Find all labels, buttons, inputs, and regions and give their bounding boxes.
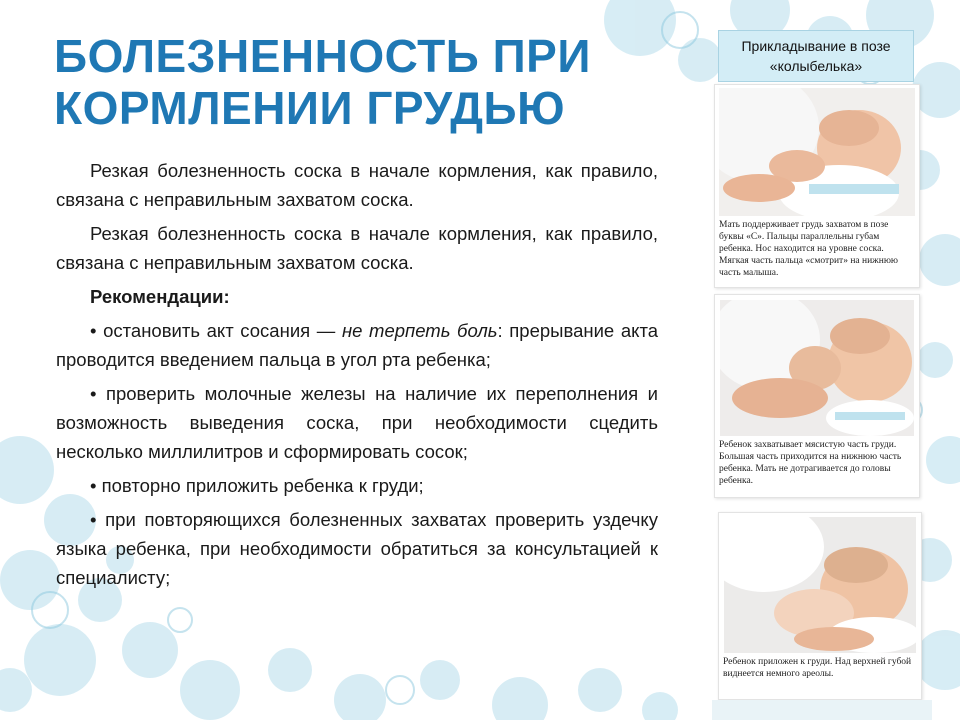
baby-feeding-photo-3 [724, 517, 916, 653]
photo-2-caption: Ребенок захватывает мясистую часть груди. Большая часть приходится на нижнюю часть ребенка. Мать не дотрагивается до головы ребенка. [719, 440, 902, 486]
caption-line-2: «колыбелька» [769, 58, 863, 74]
page-title: БОЛЕЗНЕННОСТЬ ПРИ КОРМЛЕНИИ ГРУДЬЮ [54, 30, 591, 134]
bullet-3: • повторно приложить ребенка к груди; [90, 475, 424, 496]
photo-card-3 [718, 512, 922, 700]
paragraph-1: Резкая болезненность соска в начале кормления, как правило, связана с неправильным захватом соска. [56, 160, 658, 210]
photo-1-caption: Мать поддерживает грудь захватом в позе буквы «С». Пальцы параллельны губам ребенка. Нос находится на уровне соска. Мягкая часть пальца «смотрит» на нижнюю часть малыша. [719, 220, 899, 278]
photo-3-caption: Ребенок приложен к груди. Над верхней губой виднеется немного ареолы. [723, 657, 912, 679]
baby-feeding-photo-1 [719, 88, 915, 216]
cradle-hold-caption [718, 30, 914, 82]
bullet-1-pre: • остановить акт сосания — [90, 320, 342, 341]
photo-card-1 [714, 84, 920, 288]
recommendations-heading: Рекомендации: [90, 286, 230, 307]
bullet-1 [56, 316, 658, 374]
photo-card-2 [714, 294, 920, 498]
bullet-2: • проверить молочные железы на наличие их переполнения и возможность выведения соска, при необходимости сцедить несколько миллилитров и сформировать сосок; [56, 383, 658, 462]
main-text [56, 156, 658, 597]
bottom-strip [712, 700, 932, 720]
paragraph-2: Резкая болезненность соска в начале кормления, как правило, связана с неправильным захватом соска. [56, 223, 658, 273]
caption-line-1: Прикладывание в позе [741, 38, 891, 54]
baby-feeding-photo-2 [720, 300, 914, 436]
bullet-4: • при повторяющихся болезненных захватах проверить уздечку языка ребенка, при необходимости обратиться за консультацией к специалисту; [56, 509, 658, 588]
bullet-1-post: : прерывание акта проводится введением пальца в угол рта ребенка; [56, 320, 658, 370]
bullet-1-emphasis: не терпеть боль [341, 320, 498, 341]
